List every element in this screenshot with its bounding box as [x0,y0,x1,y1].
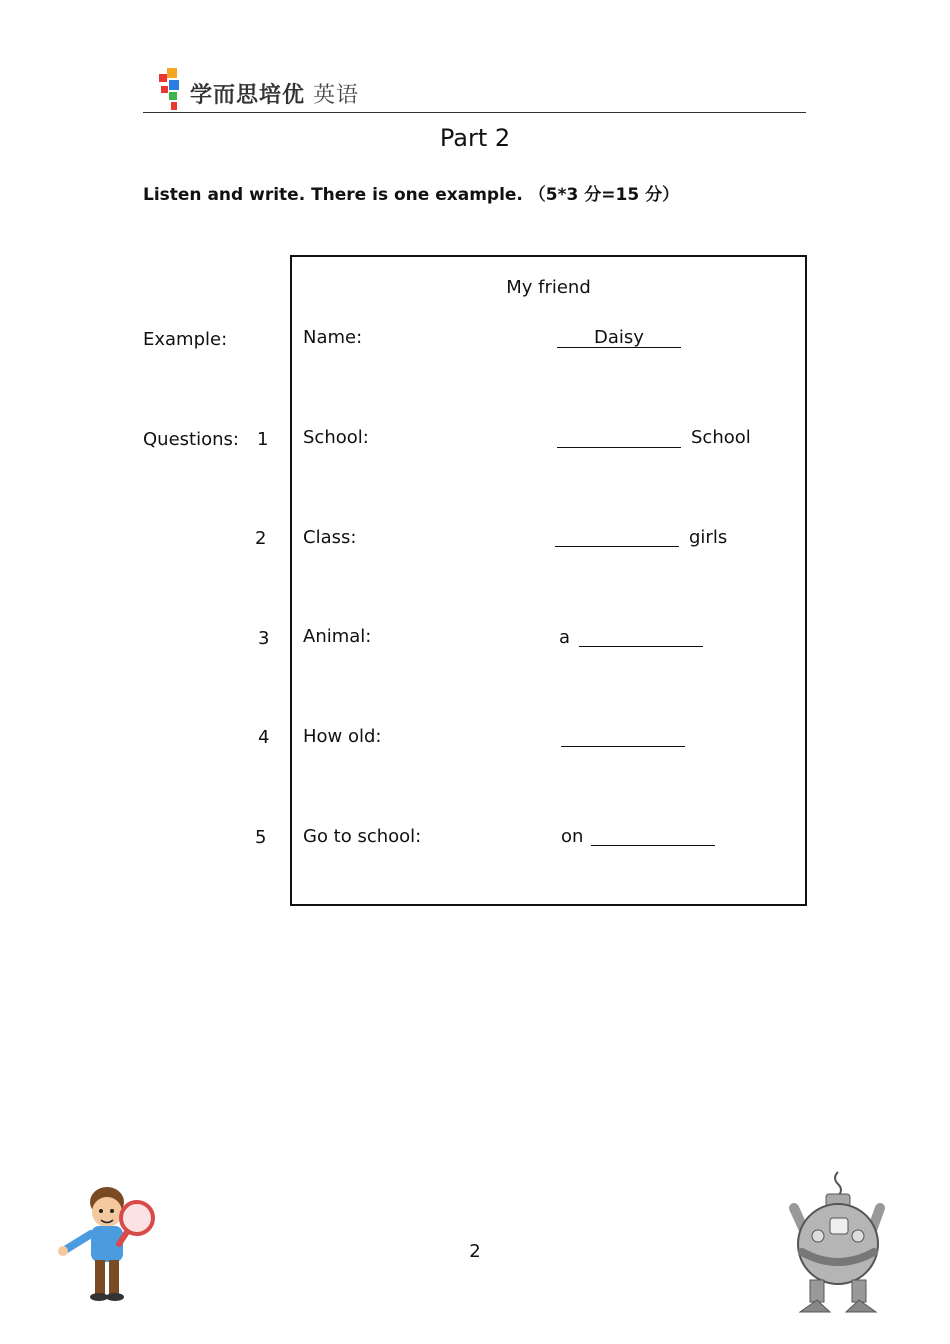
field-label-class: Class: [303,527,357,548]
header-divider [143,112,806,113]
answer-blank-5[interactable] [591,845,715,846]
worksheet-box [290,255,807,906]
field-label-how-old: How old: [303,726,382,747]
instructions: Listen and write. There is one example. （5*3 分=15 分） [143,185,680,205]
page-title: Part 2 [439,124,511,152]
robot-icon [780,1168,895,1316]
field-label-go-to-school: Go to school: [303,826,422,847]
answer-blank-4[interactable] [561,746,685,747]
question-number: 5 [255,827,267,848]
page-number: 2 [469,1241,481,1262]
answer-prefix: on [561,826,584,847]
question-number: 4 [258,727,270,748]
example-answer: Daisy [594,327,644,348]
field-label-animal: Animal: [303,626,372,647]
question-number: 3 [258,628,270,649]
answer-blank-1[interactable] [557,447,681,448]
answer-blank-3[interactable] [579,646,703,647]
boy-with-magnifier-icon [55,1180,165,1305]
box-title: My friend [506,277,591,298]
field-label-name: Name: [303,327,363,348]
answer-blank [557,347,681,348]
answer-blank-2[interactable] [555,546,679,547]
questions-label: Questions: [143,429,239,450]
answer-suffix: girls [689,527,728,548]
question-number: 1 [257,429,269,450]
answer-suffix: School [691,427,751,448]
example-label: Example: [143,329,228,350]
brand-name: 学而思培优 英语 [190,83,360,108]
field-label-school: School: [303,427,369,448]
answer-prefix: a [559,627,571,648]
question-number: 2 [255,528,267,549]
